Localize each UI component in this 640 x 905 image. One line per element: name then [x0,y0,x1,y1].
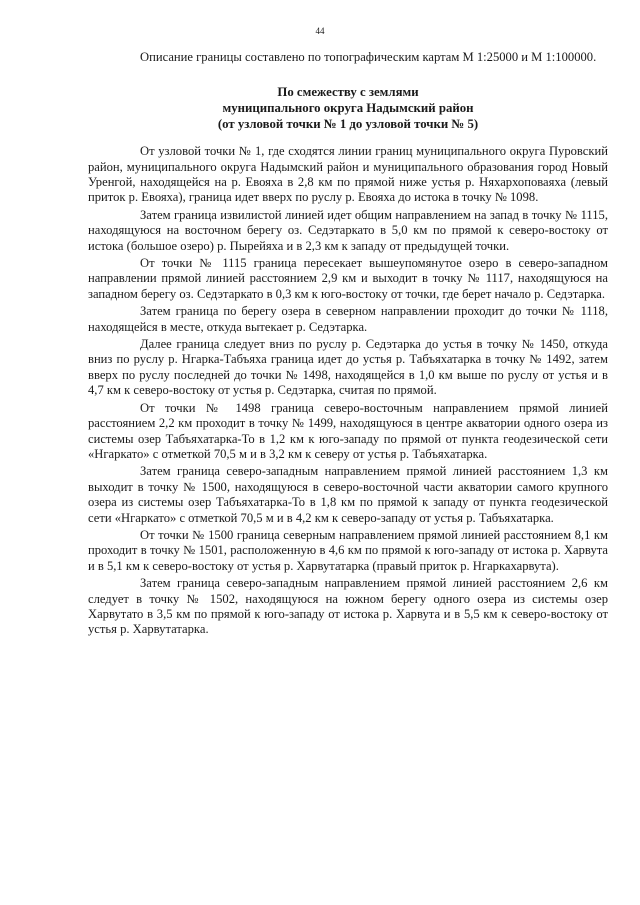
boundary-paragraph: Затем граница северо-западным направлением прямой линией расстоянием 1,3 км выходит в точку № 1500, находящуюся в северо-восточной части акватории самого крупного озера из системы озер Табъяхатарка-То в 1,8 км по прямой к западу от пункта геодезической сети «Нгаркато» с отметкой 70,5 м и в 4,2 км к северо-западу от устья р. Табъяхатарка. [88,464,608,525]
boundary-paragraph: Затем граница извилистой линией идет общим направлением на запад в точку № 1115, находящуюся на восточном берегу оз. Седэтаркато в 5,0 км по прямой к северо-востоку от истока (большое озеро) р. Пырейяха и в 2,3 км к западу от предыдущей точки. [88,207,608,253]
boundary-paragraph: Затем граница северо-западным направлением прямой линией расстоянием 2,6 км следует в точку № 1502, находящуюся на южном берегу одного озера из системы озер Харвутато в 3,5 км по прямой к юго-западу от истока р. Харвута и в 5,5 км к северо-востоку от устья р. Харвутатарка. [88,576,608,637]
boundary-paragraph: От точки № 1498 граница северо-восточным направлением прямой линией расстоянием 2,2 км проходит в точку № 1499, находящуюся в центре акватории одного озера из системы озер Табъяхатарка-То в 1,2 км к юго-западу по прямой от пункта геодезической сети «Нгаркато» с отметкой 70,5 м и в 3,2 км к северу от устья р. Табъяхатарка. [88,400,608,461]
heading-line-1: По смежеству с землями [277,85,419,100]
intro-paragraph: Описание границы составлено по топографическим картам М 1:25000 и М 1:100000. [140,50,597,64]
boundary-paragraph: Затем граница по берегу озера в северном направлении проходит до точки № 1118, находящейся в месте, откуда вытекает р. Седэтарка. [88,304,608,334]
heading-line-2: муниципального округа Надымский район [222,101,474,115]
heading-line-3: (от узловой точки № 1 до узловой точки № 5) [217,116,479,131]
boundary-paragraph: От точки № 1115 граница пересекает вышеупомянутое озеро в северо-западном направлении прямой линией расстоянием 2,9 км и выходит в точку № 1117, находящуюся на западном берегу оз. Седэтаркато в 0,3 км к юго-востоку от точки, где берет начало р. Седэтарка. [88,256,608,301]
boundary-paragraph: От точки № 1500 граница северным направлением прямой линией расстоянием 8,1 км проходит в точку № 1501, расположенную в 4,6 км по прямой к юго-западу от истока р. Харвута и в 5,1 км к северо-востоку от устья р. Харвутатарка (правый приток р. Нгаркахарвута). [88,527,608,573]
page-number: 44 [315,26,325,36]
document-body [88,50,608,640]
section-heading [88,85,608,132]
boundary-paragraph: От узловой точки № 1, где сходятся линии границ муниципального округа Пуровский район, муниципального округа Надымский район и муниципального образования город Новый Уренгой, находящейся на р. Евояха в 2,8 км по прямой ниже устья р. Няхархоповаяха (левый приток р. Евояха), граница идет вверх по руслу р. Евояха до истока в точку № 1098. [88,144,608,205]
boundary-paragraph: Далее граница следует вниз по руслу р. Седэтарка до устья в точку № 1450, откуда вниз по руслу р. Нгарка-Табъяха граница идет до устья р. Табъяхатарка в точку № 1492, затем вверх по руслу последней до точки № 1498, находящейся в 1,0 км выше по руслу от устья и в 4,7 км к северо-востоку от устья р. Седэтарка, считая по прямой. [88,337,608,398]
